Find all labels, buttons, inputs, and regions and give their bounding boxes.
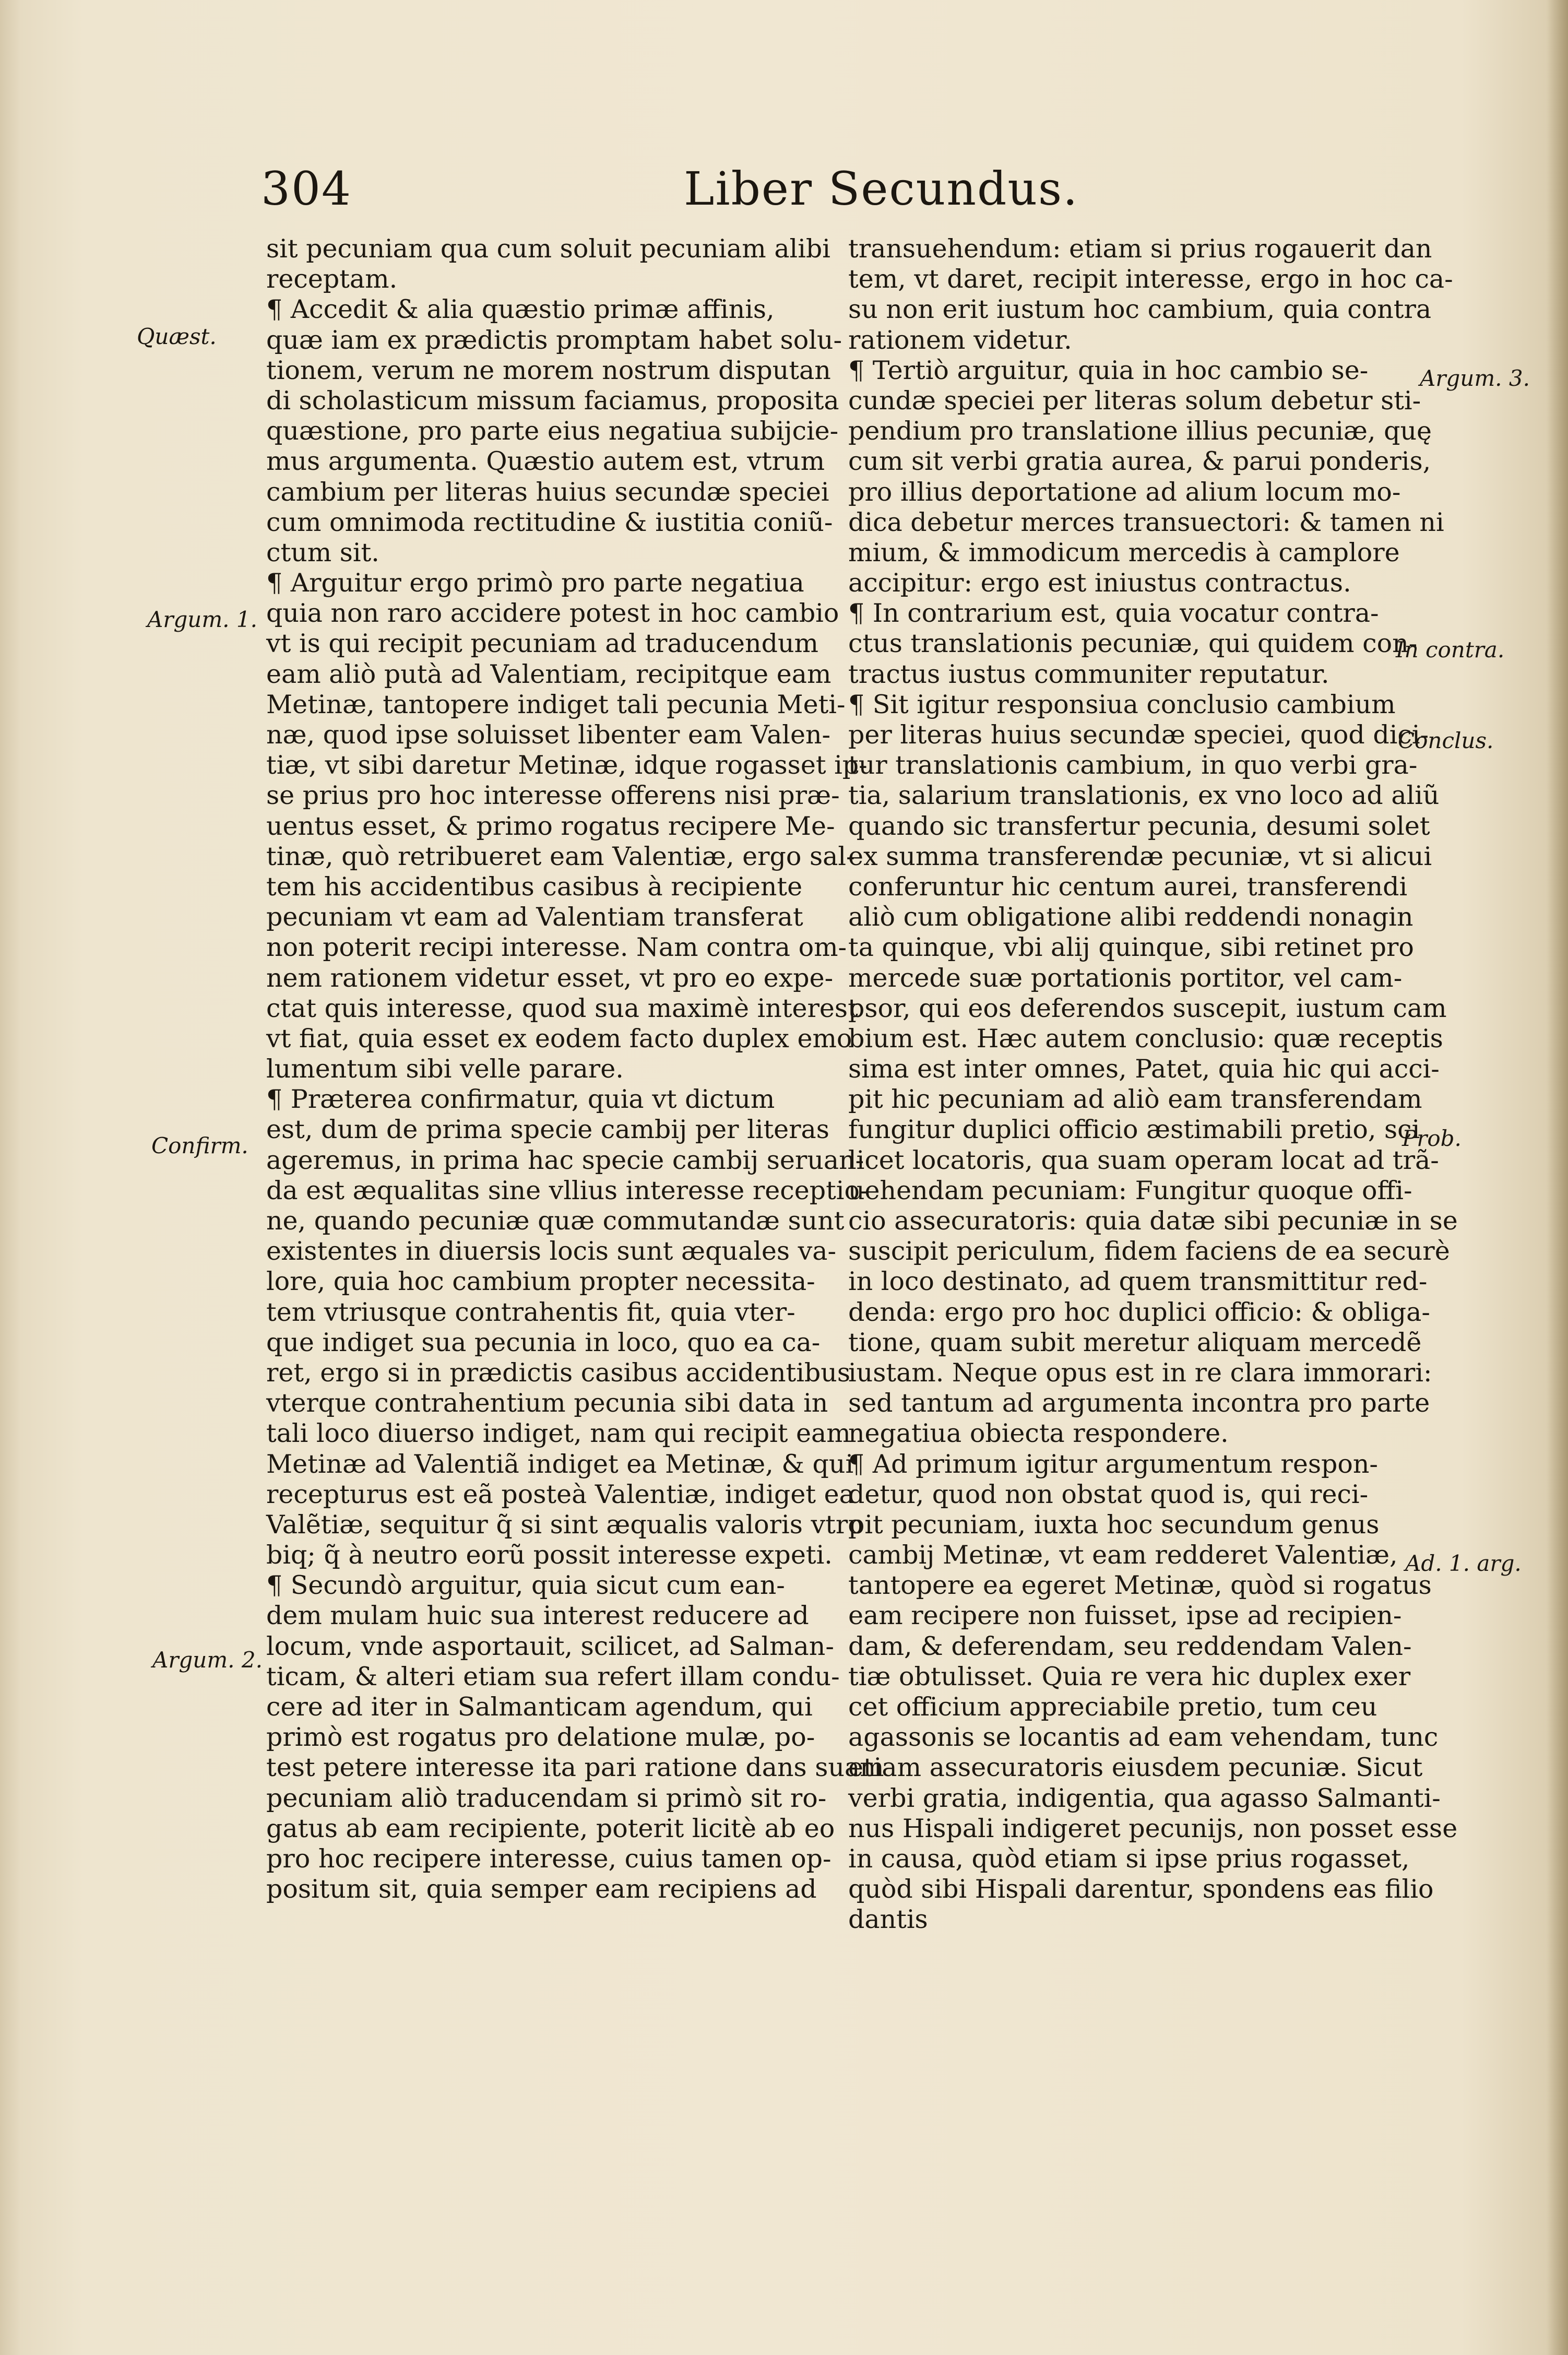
text-line: etiam assecuratoris eiusdem pecuniæ. Sicut xyxy=(848,1753,1423,1783)
text-line: næ, quod ipse soluisset libenter eam Valen- xyxy=(266,720,831,750)
text-line: iustam. Neque opus est in re clara immorari: xyxy=(848,1357,1432,1388)
text-line: di scholasticum missum faciamus, proposita xyxy=(266,385,839,416)
text-line: ctat quis interesse, quod sua maximè interest xyxy=(266,993,858,1023)
text-line: cere ad iter in Salmanticam agendum, qui xyxy=(266,1692,813,1722)
text-line: eam aliò putà ad Valentiam, recipitque eam xyxy=(266,659,831,689)
text-line: ¶ Secundò arguitur, quia sicut cum ean- xyxy=(266,1570,785,1601)
text-line: ¶ Tertiò arguitur, quia in hoc cambio se- xyxy=(848,355,1369,385)
text-line: existentes in diuersis locis sunt æquales va- xyxy=(266,1236,837,1267)
text-line: lumentum sibi velle parare. xyxy=(266,1054,624,1084)
text-line: sima est inter omnes, Patet, quia hic qui acci- xyxy=(848,1054,1440,1084)
text-line: est, dum de prima specie cambij per literas xyxy=(266,1115,829,1145)
text-line: que indiget sua pecunia in loco, quo ea ca- xyxy=(266,1327,821,1357)
text-line: ¶ Præterea confirmatur, quia vt dictum xyxy=(266,1084,775,1115)
text-line: pendium pro translatione illius pecuniæ, quę xyxy=(848,416,1432,446)
text-line: dica debetur merces transuectori: & tamen ni xyxy=(848,507,1444,537)
page-header xyxy=(0,157,1568,224)
text-line: biq; q̃ à neutro eorũ possit interesse expeti. xyxy=(266,1540,833,1570)
text-line: accipitur: ergo est iniustus contractus. xyxy=(848,568,1351,598)
text-line: detur, quod non obstat quod is, qui reci- xyxy=(848,1479,1369,1509)
text-line: Metinæ, tantopere indiget tali pecunia Meti- xyxy=(266,689,846,719)
text-line: quæstione, pro parte eius negatiua subijcie- xyxy=(266,416,839,446)
text-line: tinæ, quò retribueret eam Valentiæ, ergo sal- xyxy=(266,841,855,871)
text-line: tiæ, vt sibi daretur Metinæ, idque rogasset ip- xyxy=(266,750,868,780)
text-line: quando sic transfertur pecunia, desumi solet xyxy=(848,811,1430,841)
margin-note-confirm: Confirm. xyxy=(151,1133,248,1158)
margin-note-conclus: Conclus. xyxy=(1398,728,1494,753)
text-line: ¶ In contrarium est, quia vocatur contra- xyxy=(848,598,1379,629)
margin-note-prob: Prob. xyxy=(1402,1126,1462,1151)
text-line: tur translationis cambium, in quo verbi gra- xyxy=(848,750,1418,780)
left-text-column xyxy=(266,234,884,1904)
text-line: tem, vt daret, recipit interesse, ergo in hoc ca- xyxy=(848,264,1453,294)
text-line: denda: ergo pro hoc duplici officio: & obliga- xyxy=(848,1297,1430,1327)
text-line: dantis xyxy=(848,1904,928,1935)
text-line: ctus translationis pecuniæ, qui quidem con- xyxy=(848,629,1418,659)
text-line: uentus esset, & primo rogatus recipere Me- xyxy=(266,811,835,841)
text-line: tem vtriusque contrahentis fit, quia vter- xyxy=(266,1297,795,1327)
text-line: ret, ergo si in prædictis casibus accidentibus xyxy=(266,1357,850,1388)
text-line: dam, & deferendam, seu reddendam Valen- xyxy=(848,1631,1412,1661)
text-line: cio assecuratoris: quia datæ sibi pecuniæ in se xyxy=(848,1206,1458,1236)
text-line: ¶ Accedit & alia quæstio primæ affinis, xyxy=(266,294,775,325)
page-edge-shadow xyxy=(1547,0,1568,2355)
text-line: eam recipere non fuisset, ipse ad recipien- xyxy=(848,1601,1402,1631)
text-line: cum sit verbi gratia aurea, & parui ponderis, xyxy=(848,446,1431,477)
text-line: tiæ obtulisset. Quia re vera hic duplex exer xyxy=(848,1661,1411,1691)
text-line: tionem, verum ne morem nostrum disputan xyxy=(266,355,831,385)
text-line: vt is qui recipit pecuniam ad traducendum xyxy=(266,629,818,659)
text-line: mium, & immodicum mercedis à camplore xyxy=(848,537,1400,567)
text-line: gatus ab eam recipiente, poterit licitè ab eo xyxy=(266,1813,835,1843)
text-line: nem rationem videtur esset, vt pro eo expe- xyxy=(266,963,834,993)
text-line: pecuniam aliò traducendam si primò sit ro- xyxy=(266,1783,827,1813)
text-line: sit pecuniam qua cum soluit pecuniam alibi xyxy=(266,234,830,264)
text-line: aliò cum obligatione alibi reddendi nonagin xyxy=(848,902,1413,932)
text-line: sed tantum ad argumenta incontra pro parte xyxy=(848,1388,1430,1418)
text-line: nus Hispali indigeret pecunijs, non posset esse xyxy=(848,1813,1458,1843)
running-title: Liber Secundus. xyxy=(684,162,1079,216)
text-line: bium est. Hæc autem conclusio: quæ receptis xyxy=(848,1023,1443,1054)
text-line: quæ iam ex prædictis promptam habet solu- xyxy=(266,325,842,355)
text-line: cum omnimoda rectitudine & iustitia coniũ- xyxy=(266,507,833,537)
text-line: locum, vnde asportauit, scilicet, ad Salman- xyxy=(266,1631,834,1661)
text-line: pecuniam vt eam ad Valentiam transferat xyxy=(266,902,803,932)
text-line: positum sit, quia semper eam recipiens ad xyxy=(266,1874,817,1904)
margin-note-quaest: Quæst. xyxy=(137,324,217,349)
text-line: pit pecuniam, iuxta hoc secundum genus xyxy=(848,1509,1380,1540)
text-line: mus argumenta. Quæstio autem est, vtrum xyxy=(266,446,825,477)
text-line: per literas huius secundæ speciei, quod dici- xyxy=(848,720,1429,750)
text-line: test petere interesse ita pari ratione dans suam xyxy=(266,1753,884,1783)
text-line: vt fiat, quia esset ex eodem facto duplex emo xyxy=(266,1023,852,1054)
text-line: tantopere ea egeret Metinæ, quòd si rogatus xyxy=(848,1570,1432,1601)
text-line: fungitur duplici officio æstimabili pretio, sci xyxy=(848,1115,1420,1145)
text-line: conferuntur hic centum aurei, transferendi xyxy=(848,871,1408,902)
text-line: pit hic pecuniam ad aliò eam transferendam xyxy=(848,1084,1422,1115)
text-line: mercede suæ portationis portitor, vel cam- xyxy=(848,963,1403,993)
text-line: ctum sit. xyxy=(266,537,379,567)
text-line: recepturus est eã posteà Valentiæ, indiget ea xyxy=(266,1479,854,1509)
text-line: psor, qui eos deferendos suscepit, iustum cam xyxy=(848,993,1447,1023)
text-line: ¶ Ad primum igitur argumentum respon- xyxy=(848,1449,1378,1479)
text-line: cambium per literas huius secundæ speciei xyxy=(266,477,829,507)
text-line: in loco destinato, ad quem transmittitur red- xyxy=(848,1267,1428,1297)
margin-note-argum-1: Argum. 1. xyxy=(147,607,257,632)
text-line: dem mulam huic sua interest reducere ad xyxy=(266,1601,809,1631)
text-line: tione, quam subit meretur aliquam mercedẽ xyxy=(848,1327,1422,1357)
margin-note-ad-1-arg: Ad. 1. arg. xyxy=(1405,1551,1522,1576)
text-line: transuehendum: etiam si prius rogauerit dan xyxy=(848,234,1432,264)
text-line: agassonis se locantis ad eam vehendam, tunc xyxy=(848,1722,1439,1753)
text-line: ageremus, in prima hac specie cambij seruan- xyxy=(266,1145,864,1175)
text-line: rationem videtur. xyxy=(848,325,1072,355)
text-line: cundæ speciei per literas solum debetur sti- xyxy=(848,385,1421,416)
text-line: Valẽtiæ, sequitur q̃ si sint æqualis valoris vtro xyxy=(266,1509,863,1540)
text-line: ne, quando pecuniæ quæ commutandæ sunt xyxy=(266,1206,845,1236)
text-line: licet locatoris, qua suam operam locat ad trã- xyxy=(848,1145,1439,1175)
text-line: cet officium appreciabile pretio, tum ceu xyxy=(848,1692,1377,1722)
margin-note-argum-2: Argum. 2. xyxy=(152,1647,263,1673)
text-line: ¶ Sit igitur responsiua conclusio cambium xyxy=(848,689,1396,719)
text-line: cambij Metinæ, vt eam redderet Valentiæ, xyxy=(848,1540,1398,1570)
text-line: negatiua obiecta respondere. xyxy=(848,1418,1229,1449)
text-line: tali loco diuerso indiget, nam qui recipit eam xyxy=(266,1418,851,1449)
text-line: ta quinque, vbi alij quinque, sibi retinet pro xyxy=(848,932,1414,963)
text-line: pro hoc recipere interesse, cuius tamen op- xyxy=(266,1843,831,1874)
text-line: suscipit periculum, fidem faciens de ea securè xyxy=(848,1236,1450,1267)
text-line: verbi gratia, indigentia, qua agasso Salmanti- xyxy=(848,1783,1441,1813)
margin-note-argum-3: Argum. 3. xyxy=(1420,365,1530,391)
text-line: receptam. xyxy=(266,264,398,294)
text-line: quòd sibi Hispali darentur, spondens eas filio xyxy=(848,1874,1434,1904)
text-line: ticam, & alteri etiam sua refert illam condu- xyxy=(266,1661,840,1691)
text-line: non poterit recipi interesse. Nam contra om- xyxy=(266,932,847,963)
text-line: vterque contrahentium pecunia sibi data in xyxy=(266,1388,828,1418)
text-line: tem his accidentibus casibus à recipiente xyxy=(266,871,803,902)
text-line: uehendam pecuniam: Fungitur quoque offi- xyxy=(848,1175,1412,1205)
text-line: da est æqualitas sine vllius interesse receptio- xyxy=(266,1175,869,1205)
text-line: su non erit iustum hoc cambium, quia contra xyxy=(848,294,1432,325)
text-line: primò est rogatus pro delatione mulæ, po- xyxy=(266,1722,815,1753)
text-line: tractus iustus communiter reputatur. xyxy=(848,659,1329,689)
page-number: 304 xyxy=(261,162,352,216)
text-line: ex summa transferendæ pecuniæ, vt si alicui xyxy=(848,841,1432,871)
text-line: Metinæ ad Valentiã indiget ea Metinæ, & qui xyxy=(266,1449,854,1479)
text-line: se prius pro hoc interesse offerens nisi præ- xyxy=(266,780,840,811)
text-line: quia non raro accidere potest in hoc cambio xyxy=(266,598,839,629)
text-line: in causa, quòd etiam si ipse prius rogasset, xyxy=(848,1843,1410,1874)
text-line: ¶ Arguitur ergo primò pro parte negatiua xyxy=(266,568,804,598)
margin-note-in-contra: In contra. xyxy=(1396,637,1505,662)
text-line: tia, salarium translationis, ex vno loco ad aliũ xyxy=(848,780,1440,811)
text-line: lore, quia hoc cambium propter necessita- xyxy=(266,1267,815,1297)
text-line: pro illius deportatione ad alium locum mo- xyxy=(848,477,1401,507)
